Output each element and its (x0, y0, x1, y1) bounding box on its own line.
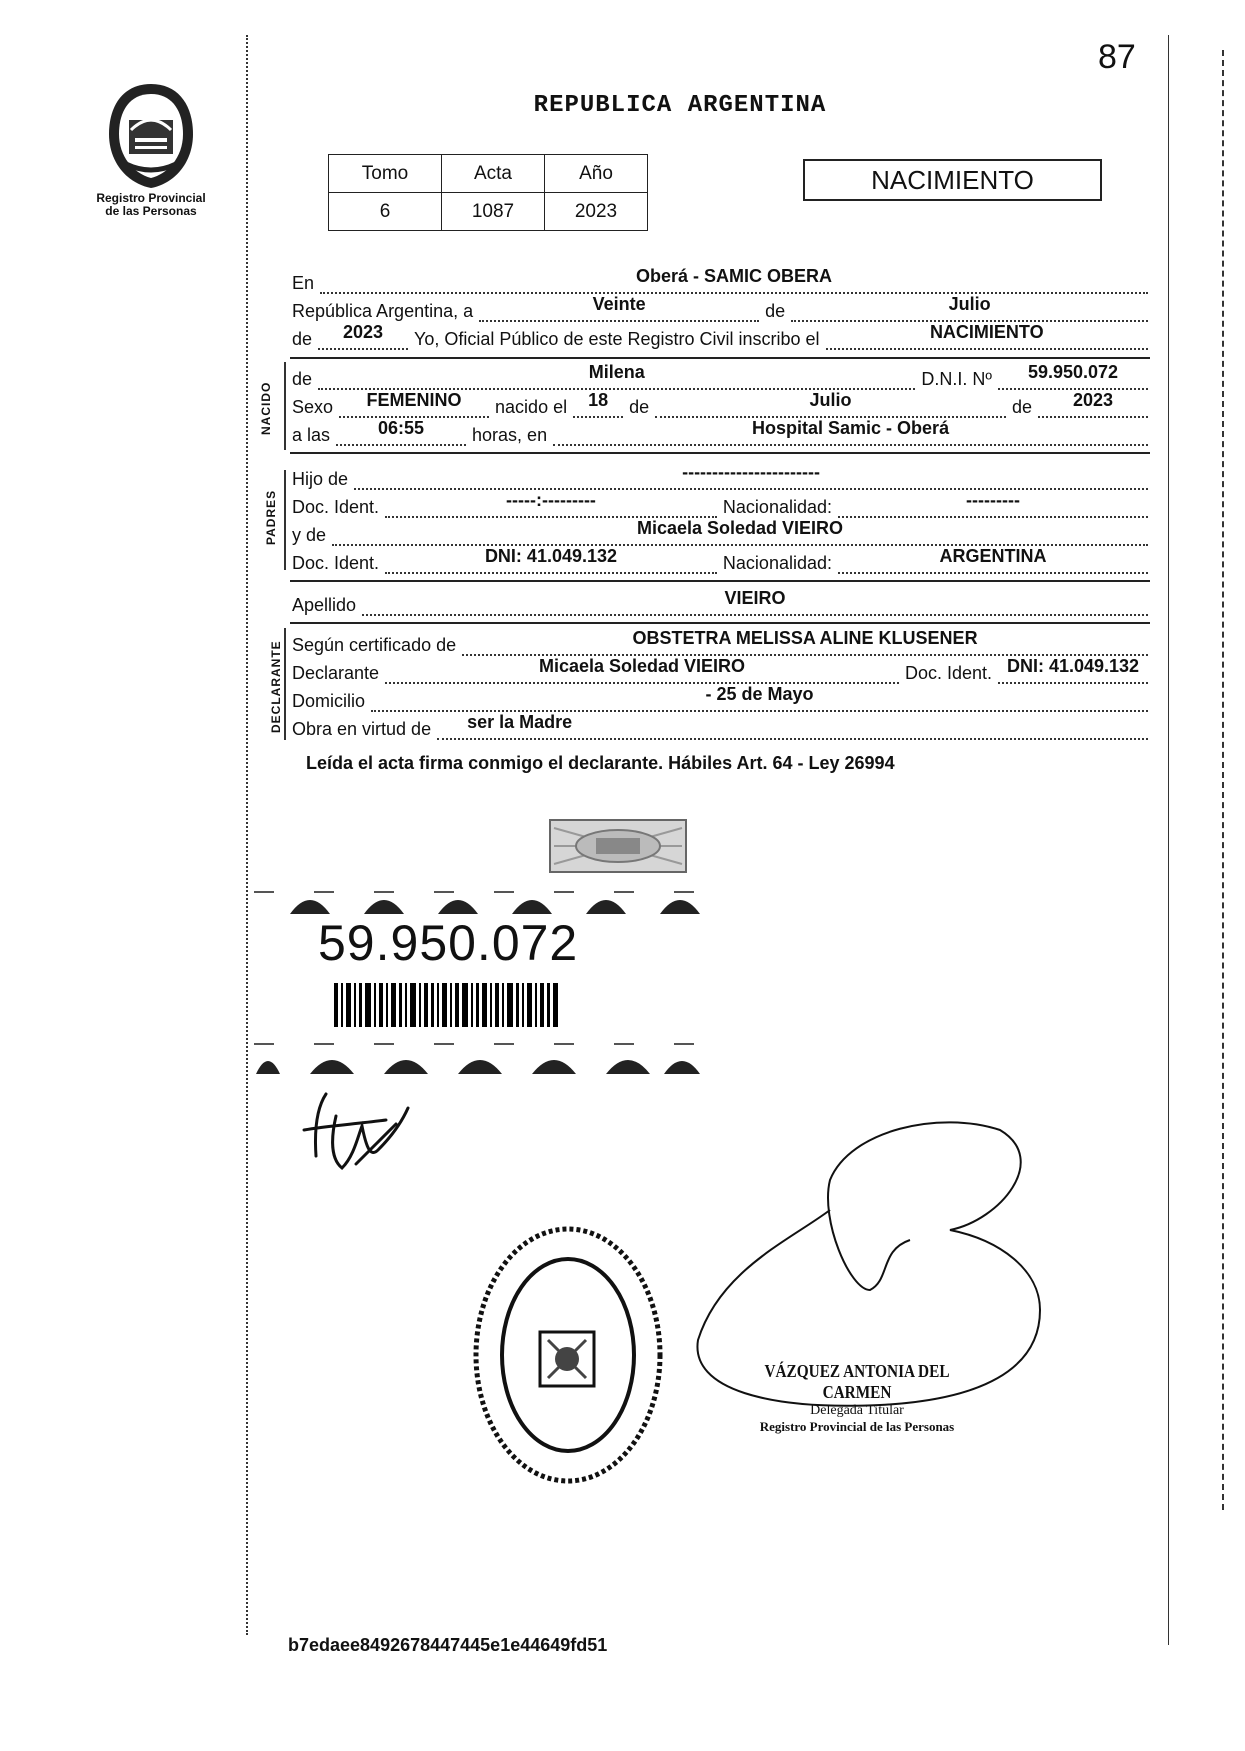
line-declarante (292, 658, 1148, 684)
declarante-doc-label: Doc. Ident. (904, 663, 992, 683)
padres-bracket (284, 470, 286, 570)
time-value: 06:55 (378, 418, 425, 438)
line-father (292, 464, 1148, 490)
line-domicilio (292, 686, 1148, 712)
legal-statement: Leída el acta firma conmigo el declarante. Hábiles Art. 64 - Ley 26994 (306, 753, 895, 773)
father-nac-value: --------- (966, 490, 1020, 510)
sexo-value: FEMENINO (366, 390, 462, 410)
sexo-label: Sexo (292, 397, 334, 417)
delegate-block (722, 1361, 992, 1435)
declarante-doc-value: DNI: 41.049.132 (1006, 656, 1140, 676)
section-rule (290, 580, 1150, 582)
padres-side-label: PADRES (264, 489, 278, 545)
security-band-bottom (254, 1040, 700, 1076)
tomo-header: Tomo (329, 155, 442, 193)
dni-label: D.N.I. Nº (921, 369, 992, 389)
declarante-label: Declarante (292, 663, 380, 683)
de2-label: de (292, 329, 313, 349)
de-name-label: de (292, 369, 313, 389)
dni-value: 59.950.072 (1027, 362, 1119, 382)
mother-nac-value: ARGENTINA (939, 546, 1047, 566)
dni-large-number: 59.950.072 (318, 915, 579, 971)
tomo-value: 6 (329, 193, 442, 231)
mother-value: Micaela Soledad VIEIRO (636, 518, 844, 538)
yde-label: y de (292, 525, 327, 545)
line-sex (292, 392, 1148, 418)
line-mother-doc (292, 548, 1148, 574)
horas-label: horas, en (472, 425, 548, 445)
logo-caption-line2: de las Personas (105, 204, 197, 218)
year-value: 2023 (343, 322, 384, 342)
section-rule (290, 357, 1150, 359)
delegate-role: Delegada Titular (810, 1403, 904, 1418)
acta-header: Acta (442, 155, 545, 193)
father-doc-label: Doc. Ident. (292, 497, 380, 517)
provincial-seal-icon (101, 80, 201, 192)
birth-day-value: 18 (588, 390, 609, 410)
republica-label: República Argentina, a (292, 301, 474, 321)
line-father-doc (292, 492, 1148, 518)
statement-label: Yo, Oficial Público de este Registro Civil inscribo el (414, 329, 820, 349)
apellido-label: Apellido (292, 595, 357, 615)
right-margin-rule (1168, 35, 1169, 1645)
verification-hash: b7edaee8492678447445e1e44649fd51 (288, 1635, 608, 1655)
mother-doc-label: Doc. Ident. (292, 553, 380, 573)
hologram-seal-icon (548, 818, 688, 874)
hijo-label: Hijo de (292, 469, 349, 489)
act-value: NACIMIENTO (929, 322, 1044, 342)
line-obra (292, 714, 1148, 740)
page-number: 87 (1098, 38, 1136, 76)
line-apellido (292, 590, 1148, 616)
obra-value: ser la Madre (467, 712, 573, 732)
line-statement (292, 324, 1148, 350)
anio-header: Año (545, 155, 648, 193)
cert-label: Según certificado de (292, 635, 457, 655)
declarante-value: Micaela Soledad VIEIRO (538, 656, 746, 676)
apellido-value: VIEIRO (724, 588, 786, 608)
line-name (292, 364, 1148, 390)
de-label: de (765, 301, 786, 321)
delegate-name: VÁZQUEZ ANTONIA DEL CARMEN (764, 1361, 950, 1402)
cert-value: OBSTETRA MELISSA ALINE KLUSENER (632, 628, 978, 648)
left-margin-rule (246, 35, 248, 1635)
declarante-bracket (284, 628, 286, 740)
de-year-label: de (1011, 397, 1032, 417)
registry-logo (92, 80, 210, 218)
section-rule (290, 452, 1150, 454)
barcode (334, 983, 558, 1027)
line-certificado (292, 630, 1148, 656)
child-name-value: Milena (588, 362, 645, 382)
father-nac-label: Nacionalidad: (722, 497, 832, 517)
line-time (292, 420, 1148, 446)
line-mother (292, 520, 1148, 546)
official-stamp-icon (468, 1220, 668, 1490)
mother-nac-label: Nacionalidad: (722, 553, 832, 573)
delegate-office: Registro Provincial de las Personas (759, 1419, 955, 1434)
de-month-label: de (629, 397, 650, 417)
month-value: Julio (948, 294, 991, 314)
declarant-signature (296, 1086, 416, 1176)
domicilio-value: - 25 de Mayo (705, 684, 814, 704)
alas-label: a las (292, 425, 331, 445)
section-rule (290, 622, 1150, 624)
father-value: ----------------------- (682, 462, 820, 482)
mother-doc-value: DNI: 41.049.132 (484, 546, 618, 566)
logo-caption-line1: Registro Provincial (96, 191, 206, 205)
obra-label: Obra en virtud de (292, 719, 432, 739)
birth-month-value: Julio (809, 390, 852, 410)
father-doc-value: -----:--------- (506, 490, 596, 510)
place-value: Oberá - SAMIC OBERA (636, 266, 833, 286)
security-band-top (254, 886, 700, 916)
declarante-side-label: DECLARANTE (269, 640, 283, 733)
en-label: En (292, 273, 315, 293)
birthplace-value: Hospital Samic - Oberá (752, 418, 950, 438)
edge-scan-marks (1222, 50, 1224, 1510)
day-value: Veinte (592, 294, 646, 314)
line-date (292, 296, 1148, 322)
act-type-box: NACIMIENTO (803, 159, 1102, 201)
birth-year-value: 2023 (1072, 390, 1114, 410)
document-title: REPUBLICA ARGENTINA (533, 92, 827, 119)
nacido-bracket (284, 362, 286, 450)
acta-value: 1087 (442, 193, 545, 231)
nacido-label: nacido el (495, 397, 568, 417)
anio-value: 2023 (545, 193, 648, 231)
nacido-side-label: NACIDO (259, 381, 273, 435)
line-en (292, 268, 1148, 294)
register-table (328, 154, 648, 231)
domicilio-label: Domicilio (292, 691, 366, 711)
